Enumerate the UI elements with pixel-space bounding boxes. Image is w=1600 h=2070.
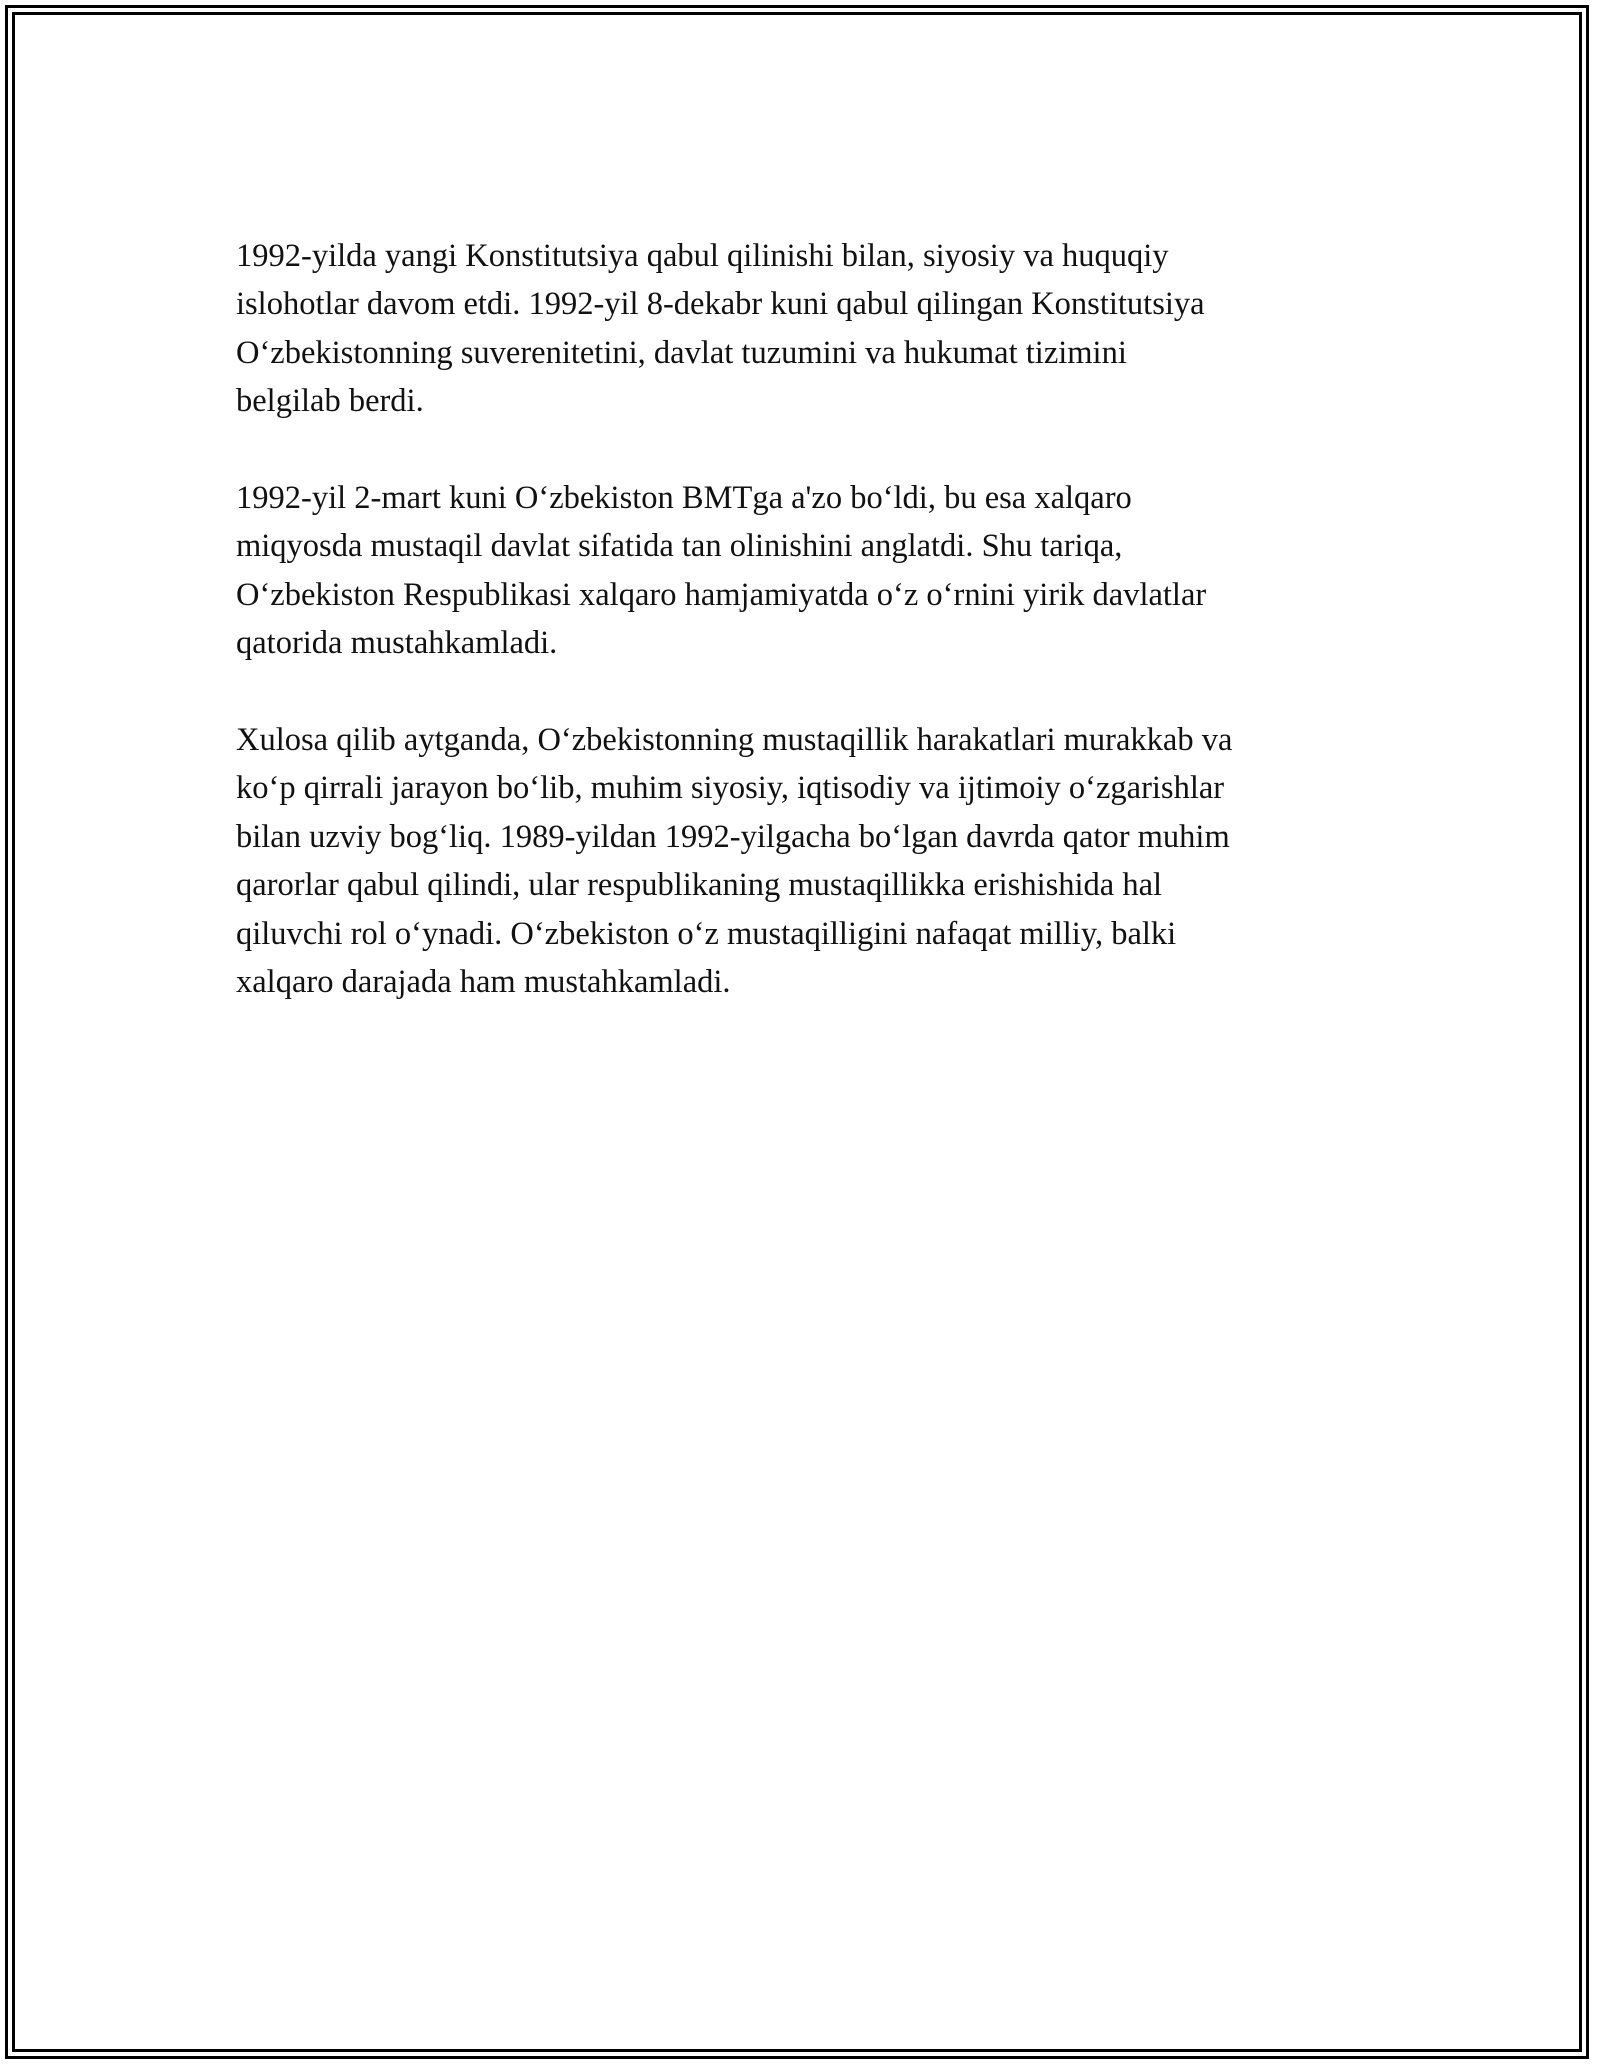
paragraph-conclusion: Xulosa qilib aytganda, O‘zbekistonning mustaqillik harakatlari murakkab va ko‘p qirrali jarayon bo‘lib, muhim siyosiy, iqtisodiy va ijtimoiy o‘zgarishlar bilan uzviy bog‘liq. 1989-yildan 1992-yilgacha bo‘lgan davrda qator muhim qarorlar qabul qilindi, ular respublikaning mustaqillikka erishishida hal qiluvchi rol o‘ynadi. O‘zbekiston o‘z mustaqilligini nafaqat milliy, balki xalqaro darajada ham mustahkamladi. — [236, 722, 1233, 1001]
paragraph-constitution: 1992-yilda yangi Konstitutsiya qabul qilinishi bilan, siyosiy va huquqiy islohotlar davom etdi. 1992-yil 8-dekabr kuni qabul qilingan Konstitutsiya O‘zbekistonning suverenitetini, davlat tuzumini va hukumat tizimini belgilab berdi. — [236, 238, 1205, 420]
document-body — [236, 232, 1396, 1055]
paragraph-un-membership: 1992-yil 2-mart kuni O‘zbekiston BMTga a'zo bo‘ldi, bu esa xalqaro miqyosda mustaqil davlat sifatida tan olinishini anglatdi. Shu tariqa, O‘zbekiston Respublikasi xalqaro hamjamiyatda o‘z o‘rnini yirik davlatlar qatorida mustahkamladi. — [236, 480, 1207, 662]
